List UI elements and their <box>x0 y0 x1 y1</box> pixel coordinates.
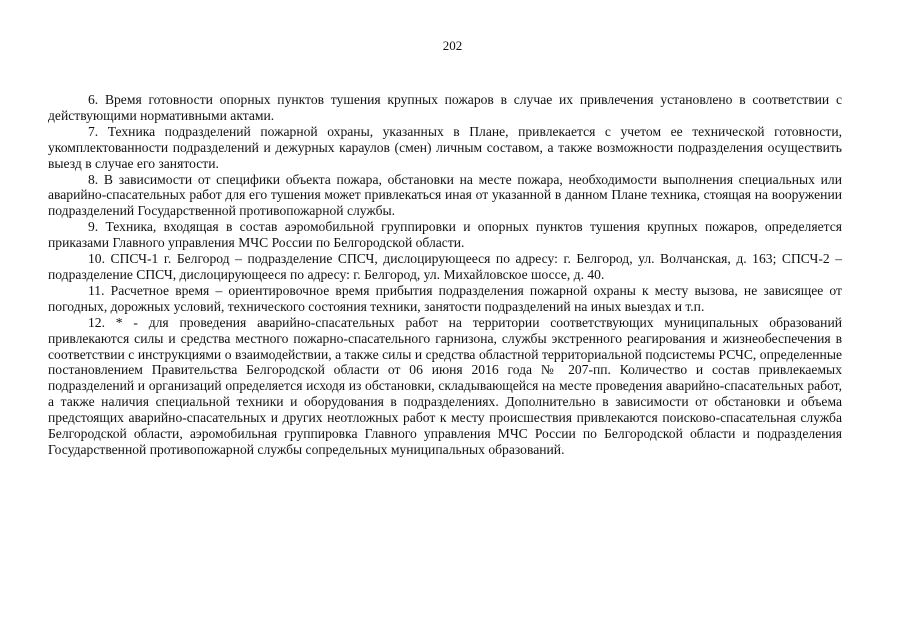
paragraph-11: 11. Расчетное время – ориентировочное время прибытия подразделения пожарной охраны к месту вызова, не зависящее от погодных, дорожных условий, технического состояния техники, занятости подразделений на иных выездах и т.п. <box>48 282 842 314</box>
paragraph-6: 6. Время готовности опорных пунктов тушения крупных пожаров в случае их привлечения установлено в соответствии с действующими нормативными актами. <box>48 92 842 123</box>
paragraph-8: 8. В зависимости от специфики объекта пожара, обстановки на месте пожара, необходимости выполнения специальных или аварийно-спасательных работ для его тушения может привлекаться иная от указанной в данном Плане техника, стоящая на вооружении подразделений Государственной противопожарной службы. <box>48 171 842 219</box>
page-number: 202 <box>442 38 463 53</box>
paragraph-12: 12. * - для проведения аварийно-спасательных работ на территории соответствующих муниципальных образований привлекаются силы и средства местного пожарно-спасательного гарнизона, службы экстренного реагирования и жизнеобеспечения в соответствии с инструкциями о взаимодействии, а также силы и средства областной территориальной подсистемы РСЧС, определенные постановлением Правительства Белгородской области от 06 июня 2016 года № 207-пп. Количество и состав привлекаемых подразделений и организаций определяется исходя из обстановки, складывающейся на месте проведения аварийно-спасательных работ, а также наличия специальной техники и оборудования в подразделениях. Дополнительно в зависимости от обстановки и объема предстоящих аварийно-спасательных и других неотложных работ к месту происшествия привлекаются поисково-спасательная служба Белгородской области, аэромобильная группировка Главного управления МЧС России по Белгородской области и подразделения Государственной противопожарной службы сопредельных муниципальных образований. <box>48 314 842 457</box>
document-body <box>48 92 842 458</box>
paragraph-9: 9. Техника, входящая в состав аэромобильной группировки и опорных пунктов тушения крупных пожаров, определяется приказами Главного управления МЧС России по Белгородской области. <box>48 219 842 251</box>
paragraph-7: 7. Техника подразделений пожарной охраны, указанных в Плане, привлекается с учетом ее технической готовности, укомплектованности подразделений и дежурных караулов (смен) личным составом, а также возможности подразделения осуществить выезд в случае его занятости. <box>48 123 842 171</box>
paragraph-10: 10. СПСЧ-1 г. Белгород – подразделение СПСЧ, дислоцирующееся по адресу: г. Белгород, ул. Волчанская, д. 163; СПСЧ-2 – подразделение СПСЧ, дислоцирующееся по адресу: г. Белгород, ул. Михайловское шоссе, д. 40. <box>48 251 842 282</box>
